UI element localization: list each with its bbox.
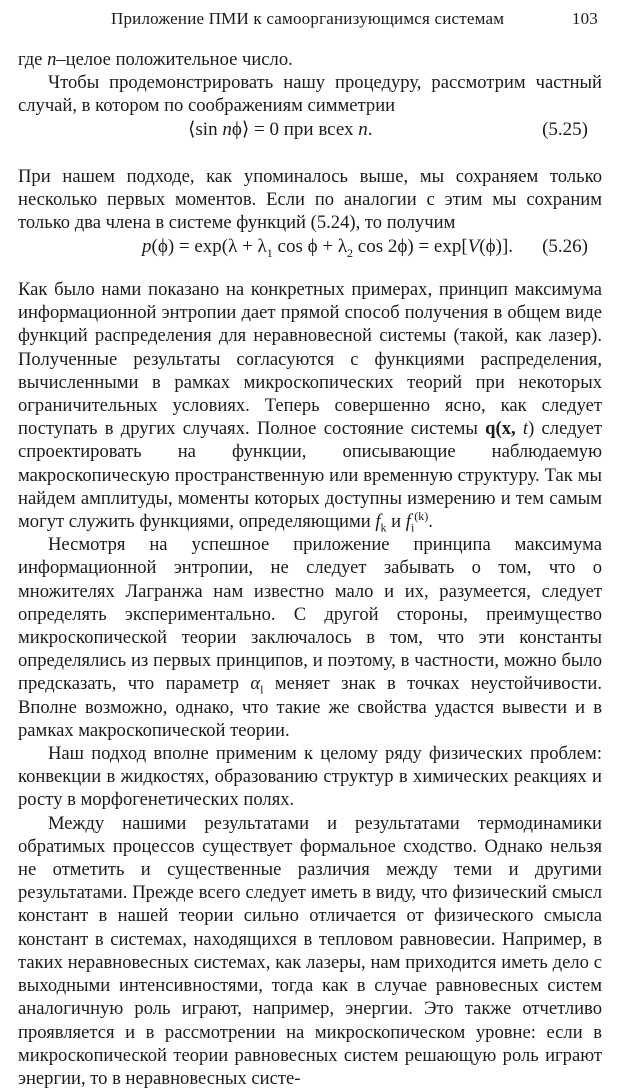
- paragraph-lagrange: Несмотря на успешное приложение принципа максимума информационной энтропии, не следует забывать о том, что о множителях Лагранжа нам известно мало и их, разумеется, следует определять экспериментально. С другой стороны, преимущество микроскопической теории заключалось в том, что эти константы определялись из первых принципов, и поэтому, в частности, можно было предсказать, что параметр $\alpha_l$ меняет знак в точках неустойчивости. Вполне возможно, однако, что такие же свойства удастся вывести и в рамках макроскопической теории.: [18, 534, 602, 741]
- equation-number: (5.26): [542, 236, 588, 257]
- paragraph-thermodynamics: Между нашими результатами и результатами термодинамики обратимых процессов существует формальное сходство. Однако нельзя не отметить и существенные различия между теми и другими результатами. Прежде всего следует иметь в виду, что физический смысл констант в нашей теории сильно отличается от физического смысла констант в системах, находящихся в тепловом равновесии. Например, в таких неравновесных системах, как лазеры, нам приходится иметь дело с выходными интенсивностями, тогда как в случае равновесных систем аналогичную роль играют, например, энергии. Это также отчетливо проявляется и в рассмотрении на микроскопическом уровне: если в микроскопической теории равновесных систем решающую роль играют энергии, то в неравновесных систе-: [18, 812, 602, 1089]
- running-title: Приложение ПМИ к самоорганизующимся системам: [111, 9, 505, 28]
- paragraph-continuation: где n–целое положительное число.: [18, 49, 293, 70]
- paragraph-approach: При нашем подходе, как упоминалось выше, мы сохраняем только несколько первых моментов. Если по аналогии с этим мы сохраним только два члена в системе функций (5.24), то получим: [18, 166, 602, 234]
- text-block-top: [18, 48, 602, 118]
- equation-5-26: [18, 234, 602, 260]
- equation-number: (5.25): [542, 119, 588, 140]
- book-page: [18, 0, 602, 1089]
- paragraph-max-entropy: Как было нами показано на конкретных примерах, принцип максимума информационной энтропии дает прямой способ получения в общем виде функций распределения для неравновесной системы (такой, как лазер). Полученные результаты согласуются с функциями распределения, вычисленными в рамках микроскопических теорий при некоторых ограничительных условиях. Теперь совершенно ясно, как следует поступать в других случаях. Полное состояние системы q(x, t) следует спроектировать на функции, описывающие наблюдаемую макроскопическую пространственную или временную структуру. Так мы найдем амплитуды, моменты которых доступны измерению и тем самым могут служить функциями, определяющими $f_k$ и $f_i^{(k)}$.: [18, 279, 602, 535]
- paragraph-applications: Наш подход вполне применим к целому ряду физических проблем: конвекции в жидкостях, образованию структур в химических реакциях и росту в морфогенетических полях.: [18, 743, 602, 811]
- page-number: 103: [571, 9, 598, 28]
- text-block-main: [18, 278, 602, 1090]
- equation-body: ⟨sin nϕ⟩ = 0 при всех n.: [188, 119, 373, 140]
- equation-body: $p(\phi) = \exp(\lambda + \lambda_1$ $\cos \phi + \lambda_2$ cos 2ϕ) = exp[V(ϕ)].: [142, 236, 514, 260]
- running-header: [18, 9, 602, 35]
- paragraph-procedure: Чтобы продемонстрировать нашу процедуру, рассмотрим частный случай, в котором по соображениям симметрии: [18, 72, 602, 117]
- equation-5-25: [18, 117, 602, 143]
